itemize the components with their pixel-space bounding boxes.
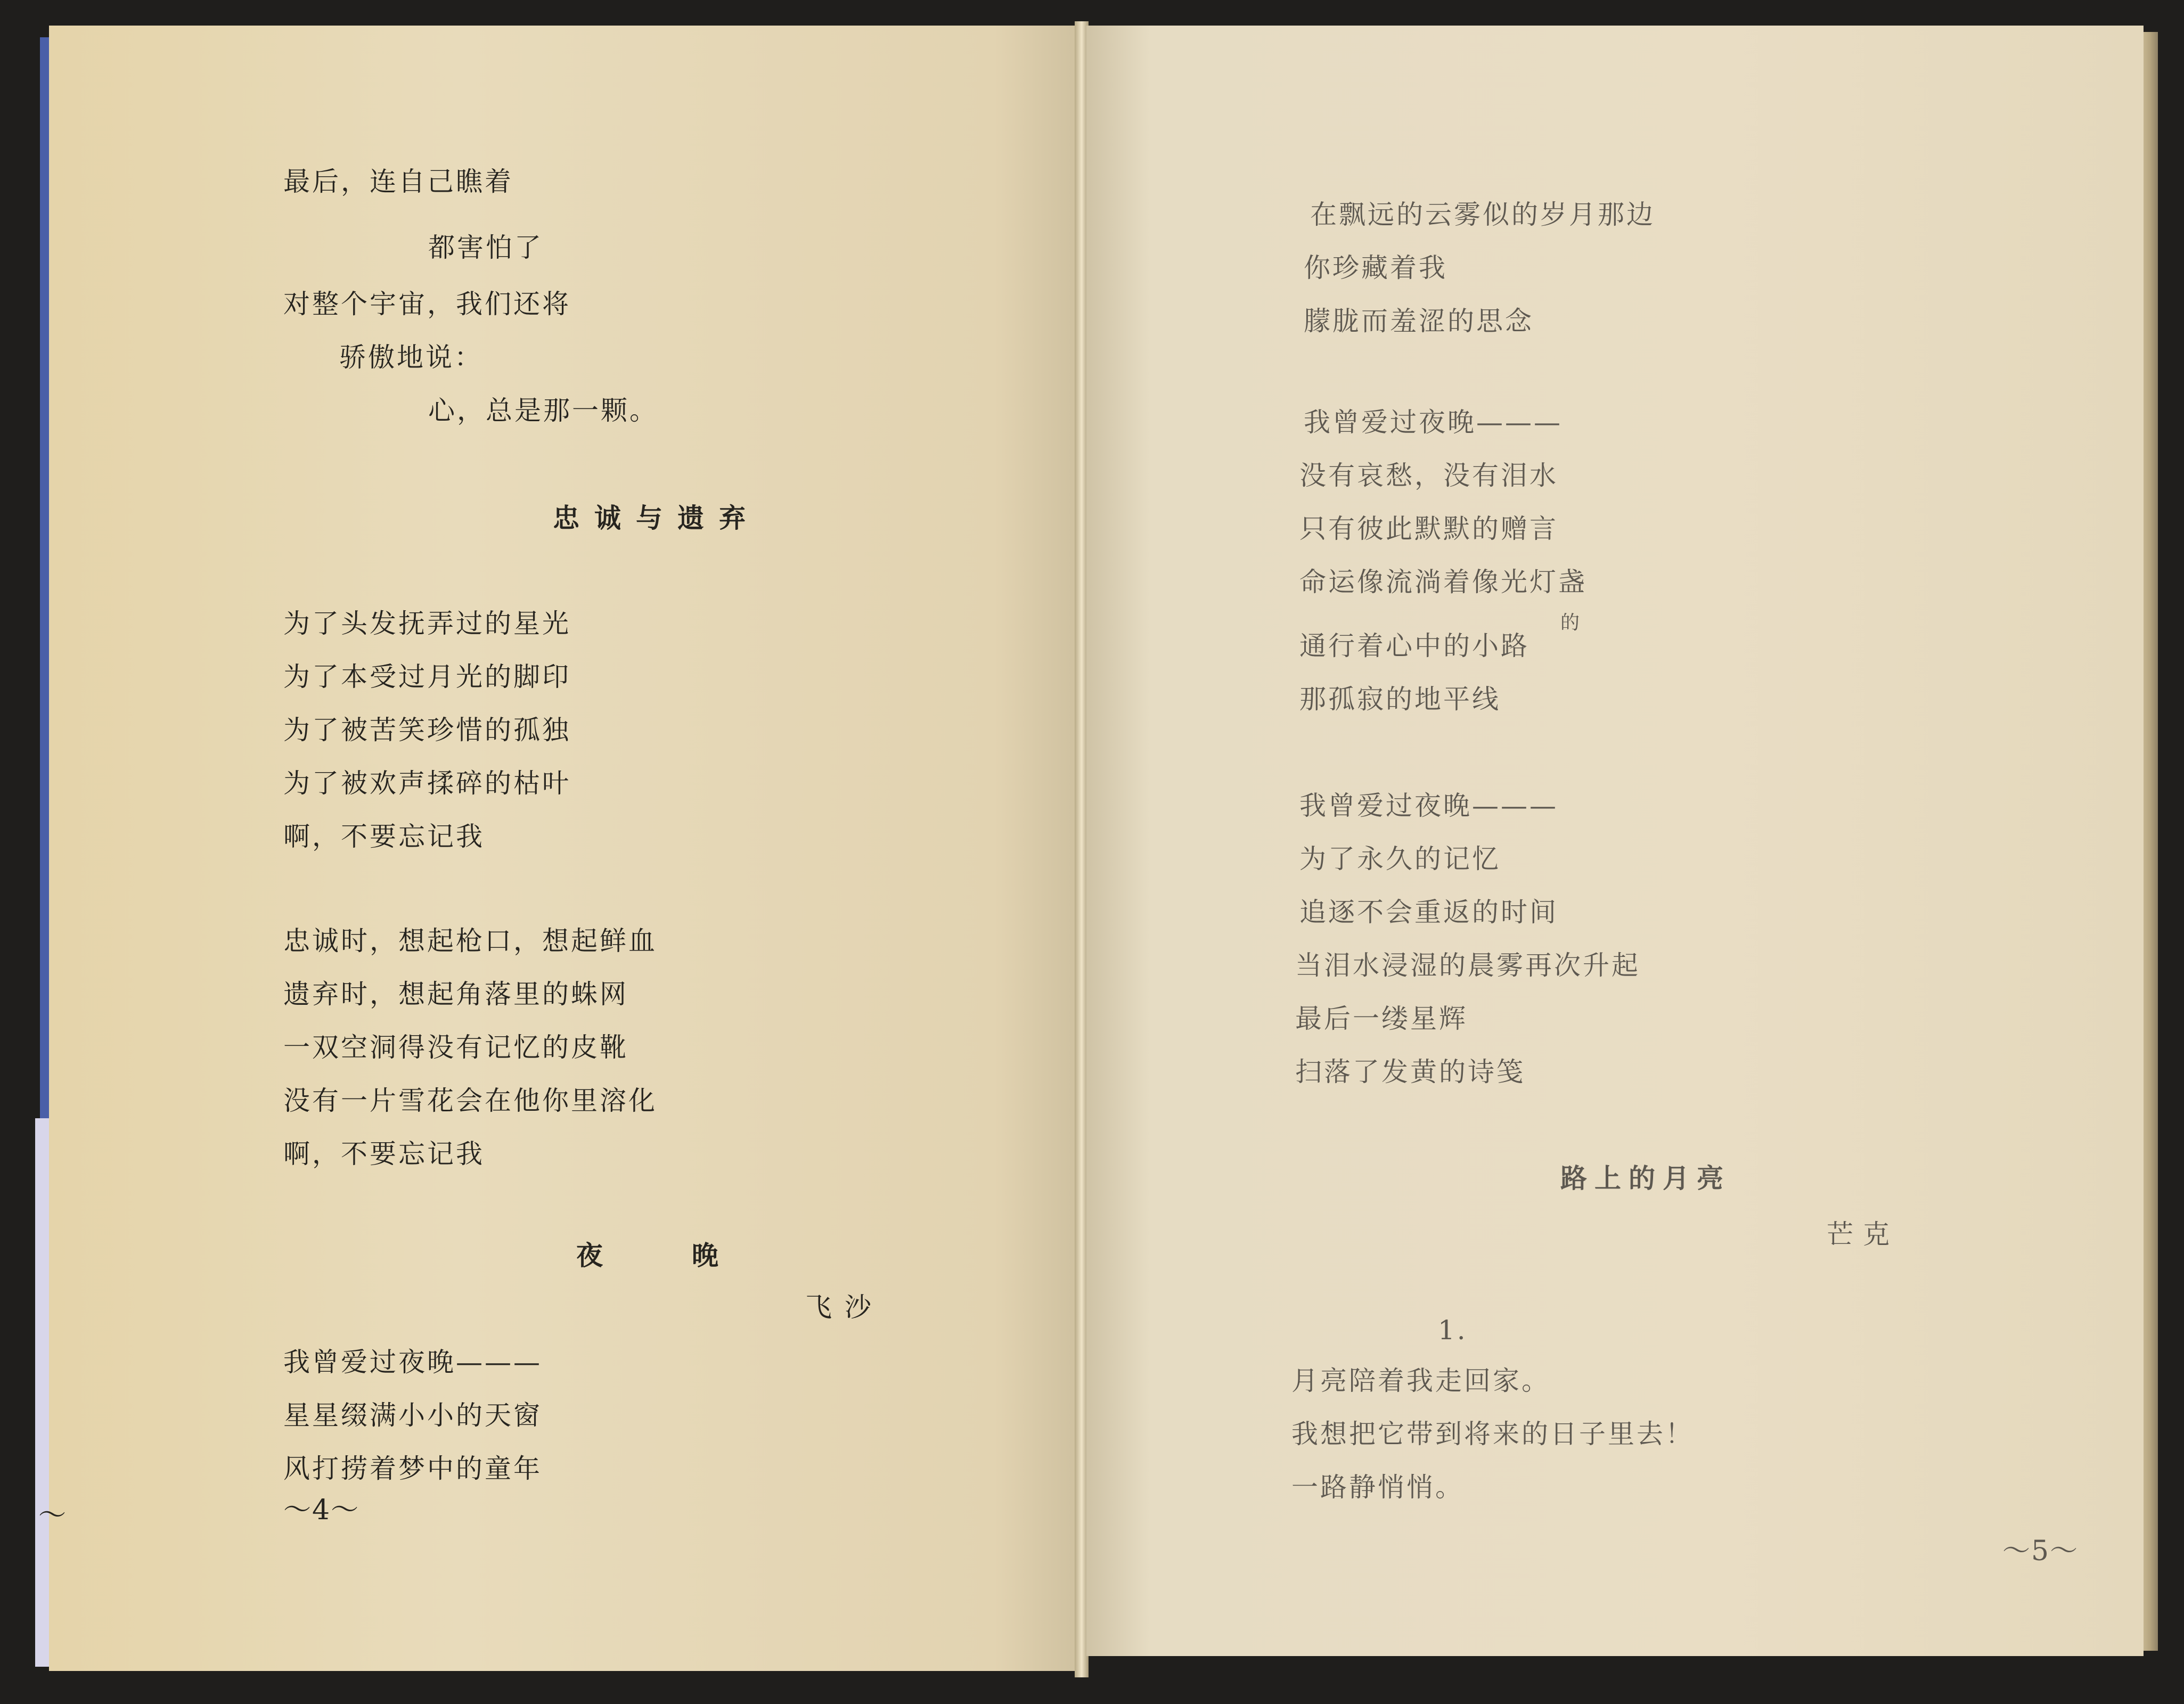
poem-line: 在飘远的云雾似的岁月那边 (1310, 199, 1655, 230)
section-number: 1. (1438, 1315, 1468, 1346)
poem-line: 没有哀愁，没有泪水 (1299, 460, 1558, 491)
poem-line: 你珍藏着我 (1304, 252, 1447, 283)
poem-line: 忠诚时，想起枪口，想起鲜血 (283, 925, 657, 956)
page-number: ～4～ (283, 1494, 360, 1526)
poem-title-part: 夜 (576, 1240, 618, 1271)
poem-line: 命运像流淌着像光灯盏 (1299, 567, 1587, 597)
poem-line: 骄傲地说： (339, 342, 483, 373)
poem-title: 路上的月亮 (1560, 1162, 1731, 1194)
poem-line: 我想把它带到将来的日子里去！ (1291, 1419, 1694, 1449)
poem-line: 当泪水浸湿的晨雾再次升起 (1295, 950, 1640, 981)
poem-line: 扫落了发黄的诗笺 (1295, 1056, 1525, 1087)
left-page (38, 26, 1077, 1671)
poem-line: 为了本受过月光的脚印 (283, 661, 571, 692)
poem-line: 通行着心中的小路 (1299, 630, 1529, 661)
poem-line: 遗弃时，想起角落里的蛛网 (283, 979, 628, 1010)
inserted-character: 的 (1560, 612, 1582, 634)
poem-line: 心，总是那一颗。 (428, 395, 658, 426)
poem-line: 朦胧而羞涩的思念 (1304, 306, 1534, 337)
poem-line: 为了被欢声揉碎的枯叶 (283, 768, 571, 799)
poem-line: 一双空洞得没有记忆的皮靴 (283, 1032, 628, 1063)
poem-line: 最后一缕星辉 (1295, 1003, 1468, 1034)
poem-line: 没有一片雪花会在他你里溶化 (283, 1085, 657, 1116)
poem-line: 啊，不要忘记我 (283, 1138, 485, 1169)
poem-line: 一路静悄悄。 (1291, 1472, 1464, 1503)
poem-line: 为了永久的记忆 (1299, 843, 1501, 874)
poem-line: 都害怕了 (428, 232, 543, 263)
poem-line: 追逐不会重返的时间 (1299, 897, 1558, 928)
poem-line: 为了头发抚弄过的星光 (283, 608, 571, 639)
page-number: ～5～ (2002, 1535, 2079, 1567)
poem-title-part: 晚 (692, 1240, 733, 1271)
page-stack-edge (2142, 32, 2158, 1651)
poem-line: 那孤寂的地平线 (1299, 684, 1501, 715)
poem-line: 风打捞着梦中的童年 (283, 1453, 542, 1484)
poem-author: 飞沙 (805, 1292, 884, 1323)
margin-tilde: ～ (38, 1500, 68, 1531)
poem-line: 最后，连自己瞧着 (283, 166, 513, 197)
poem-line: 只有彼此默默的赠言 (1299, 513, 1558, 544)
poem-title: 忠诚与遗弃 (553, 502, 760, 534)
poem-line: 我曾爱过夜晚——— (283, 1347, 542, 1378)
poem-line: 为了被苦笑珍惜的孤独 (283, 715, 571, 746)
poem-line: 对整个宇宙，我们还将 (283, 289, 571, 320)
poem-line: 星星缀满小小的天窗 (283, 1400, 542, 1431)
right-page (1086, 26, 2144, 1656)
poem-line: 我曾爱过夜晚——— (1299, 790, 1558, 821)
poem-line: 我曾爱过夜晚——— (1304, 407, 1563, 438)
poem-line: 月亮陪着我走回家。 (1291, 1365, 1550, 1396)
poem-author: 芒克 (1827, 1219, 1899, 1250)
poem-line: 啊，不要忘记我 (283, 821, 485, 852)
